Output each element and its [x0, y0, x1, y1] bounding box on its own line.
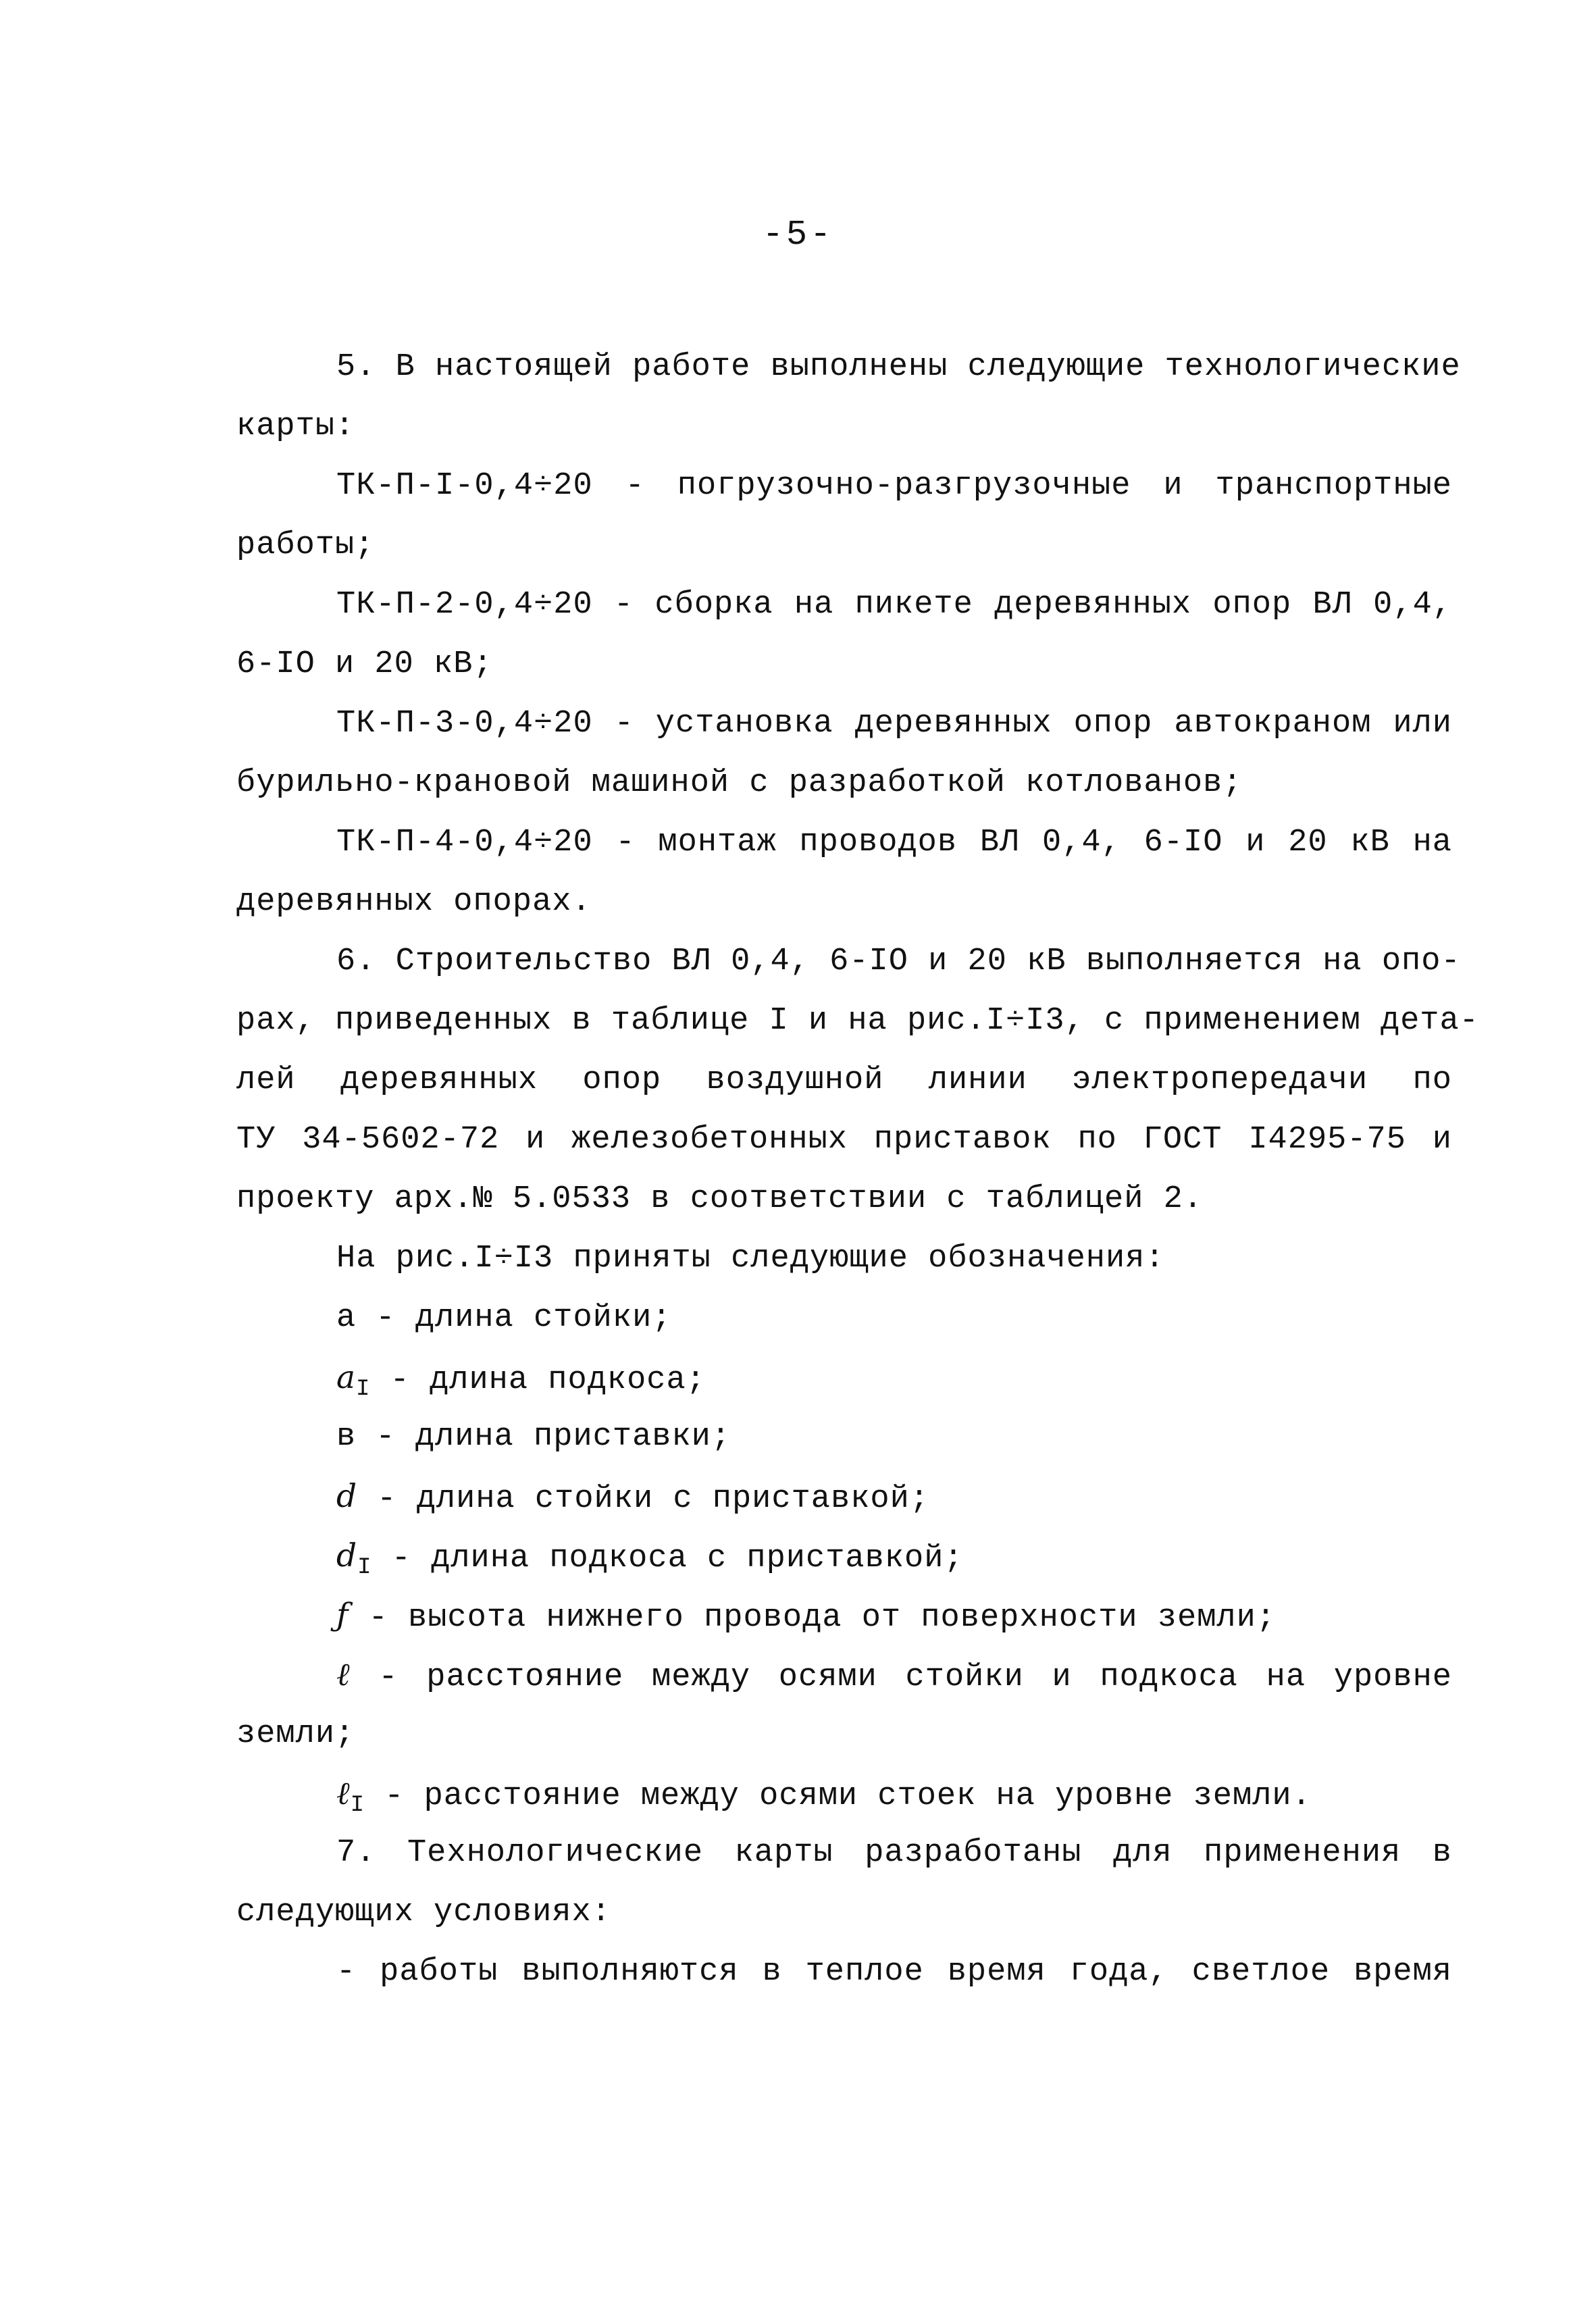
symbol-l: ℓ: [336, 1656, 351, 1693]
list-item-tk-3: ТК-П-3-0,4÷20 - установка деревянных опор автокраном или: [336, 706, 1452, 742]
legend-item-b: в - длина приставки;: [336, 1419, 731, 1455]
list-item-tk-2: ТК-П-2-0,4÷20 - сборка на пикете деревянных опор ВЛ 0,4,: [336, 587, 1452, 623]
condition-item-1: - работы выполняются в теплое время года, светлое время: [336, 1954, 1452, 1990]
symbol-a: а: [336, 1359, 357, 1396]
list-item-tk-1-cont: работы;: [236, 528, 375, 563]
paragraph-6-line-4: ТУ 34-5602-72 и железобетонных приставок по ГОСТ I4295-75 и: [236, 1122, 1452, 1158]
legend-item-d: [236, 1467, 1452, 1526]
list-item-tk-3-cont: бурильно-крановой машиной с разработкой котлованов;: [236, 765, 1243, 801]
list-item-tk-4: ТК-П-4-0,4÷20 - монтаж проводов ВЛ 0,4, 6-IO и 20 кВ на: [336, 825, 1452, 860]
legend-item-a1: [236, 1348, 1452, 1408]
legend-text: - длина подкоса с приставкой;: [371, 1541, 964, 1576]
symbol-d: d: [336, 1478, 358, 1515]
paragraph-5-line-2: карты:: [236, 409, 355, 444]
symbol-subscript: I: [357, 1555, 372, 1580]
legend-text: - расстояние между осями стойки и подкоса на уровне: [350, 1660, 1452, 1695]
paragraph-6-line-1: 6. Строительство ВЛ 0,4, 6-IO и 20 кВ выполняется на опо-: [336, 944, 1461, 979]
legend-text: - высота нижнего провода от поверхности земли;: [349, 1600, 1277, 1636]
list-item-tk-4-cont: деревянных опорах.: [236, 884, 592, 920]
legend-intro: На рис.I÷I3 приняты следующие обозначения:: [336, 1241, 1165, 1277]
symbol-subscript: I: [356, 1377, 371, 1402]
paragraph-6-line-5: проекту арх.№ 5.0533 в соответствии с таблицей 2.: [236, 1181, 1204, 1217]
paragraph-7-line-2: следующих условиях:: [236, 1895, 611, 1930]
symbol-l: ℓ: [336, 1775, 351, 1812]
paragraph-7-line-1: 7. Технологические карты разработаны для применения в: [336, 1835, 1452, 1871]
body-text: [236, 338, 1479, 2002]
legend-item-l-cont: земли;: [236, 1716, 355, 1752]
page-number: -5-: [762, 215, 834, 255]
legend-item-f: [236, 1586, 1452, 1645]
list-item-tk-2-cont: 6-IO и 20 кВ;: [236, 646, 493, 682]
legend-text: - длина стойки с приставкой;: [357, 1481, 930, 1517]
legend-item-a: а - длина стойки;: [336, 1300, 672, 1336]
paragraph-6-line-2: рах, приведенных в таблице I и на рис.I÷I3, с применением дета-: [236, 1003, 1479, 1039]
symbol-f: ƒ: [336, 1597, 349, 1634]
legend-item-l: [236, 1645, 1452, 1705]
legend-text: - длина подкоса;: [370, 1362, 706, 1398]
symbol-subscript: I: [350, 1793, 365, 1818]
paragraph-5-line-1: 5. В настоящей работе выполнены следующие технологические: [336, 349, 1461, 385]
legend-item-d1: [236, 1526, 1452, 1586]
list-item-tk-1: ТК-П-I-0,4÷20 - погрузочно-разгрузочные и транспортные: [336, 468, 1452, 504]
symbol-d: d: [336, 1537, 358, 1574]
legend-text: - расстояние между осями стоек на уровне земли.: [364, 1778, 1312, 1814]
legend-item-l1: [236, 1764, 1452, 1824]
paragraph-6-line-3: лей деревянных опор воздушной линии электропередачи по: [236, 1062, 1452, 1098]
